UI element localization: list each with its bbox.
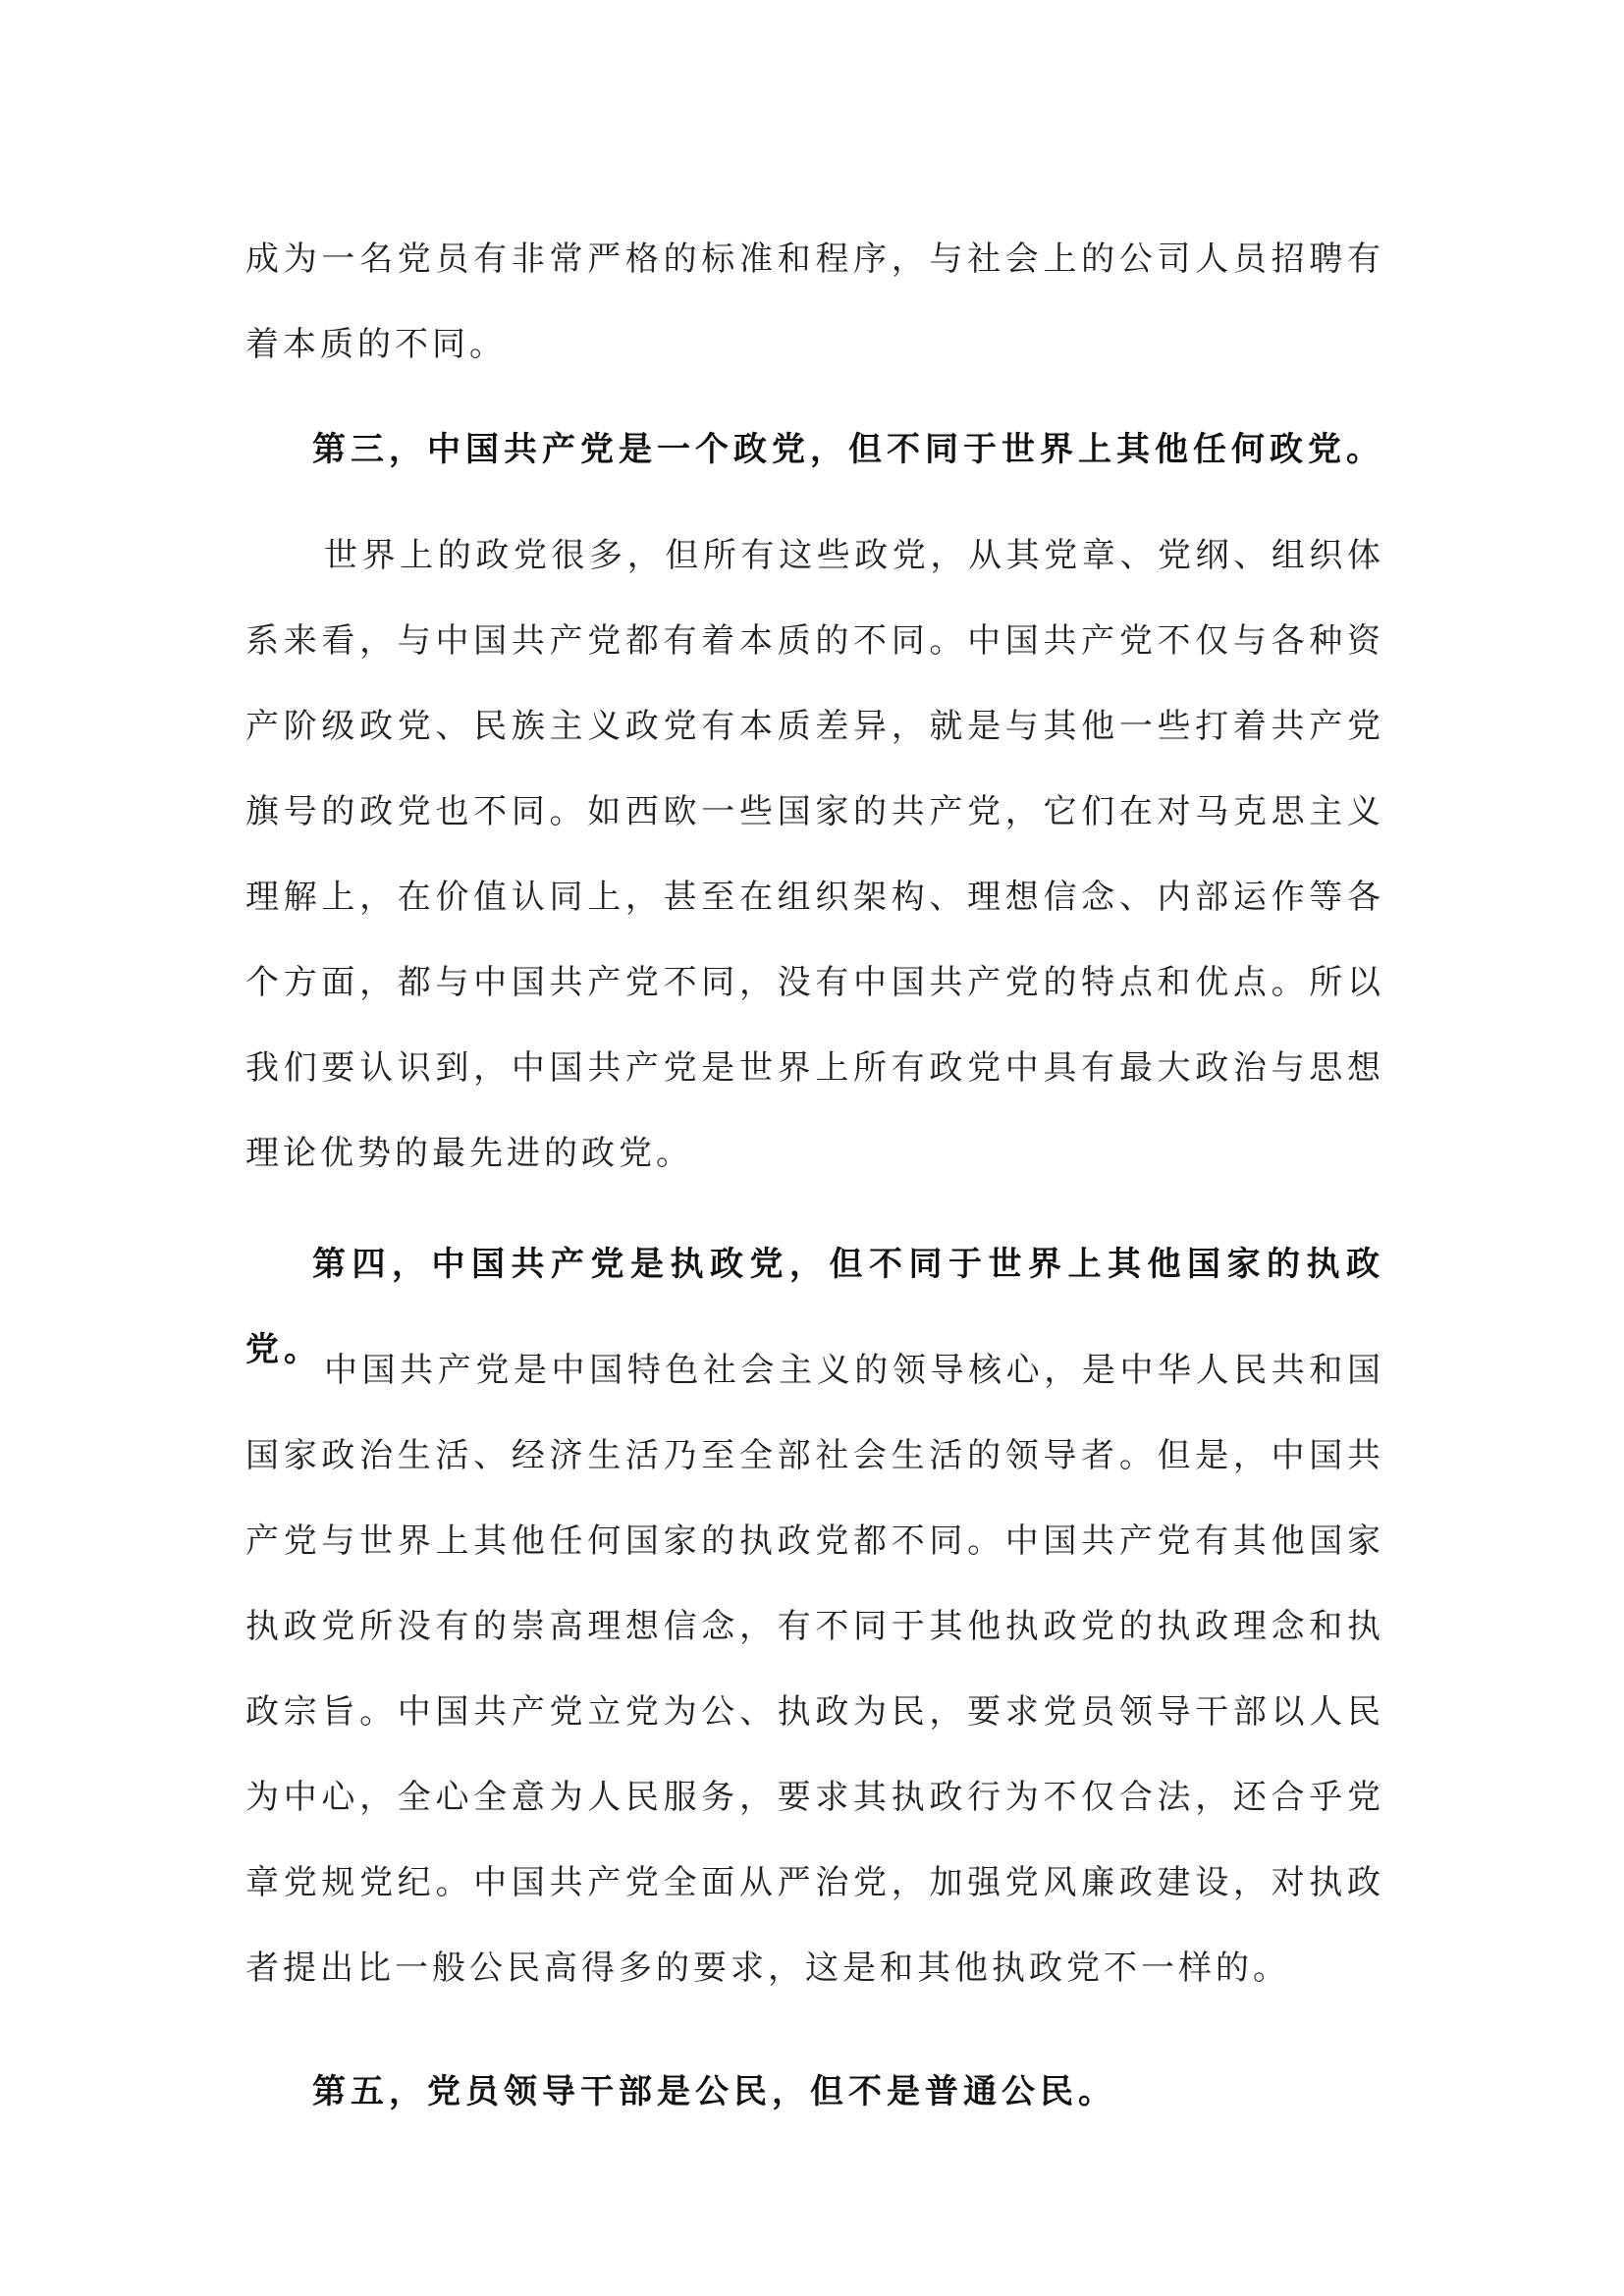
- section-paragraph-four: 中国共产党是中国特色社会主义的领导核心，是中华人民共和国国家政治生活、经济生活乃至全部社会生活的领导者。但是，中国共产党与世界上其他任何国家的执政党都不同。中国共产党有其他国家执政党所没有的崇高理想信念，有不同于其他执政党的执政理念和执政宗旨。中国共产党立党为公、执政为民，要求党员领导干部以人民为中心，全心全意为人民服务，要求其执政行为不仅合法，还合乎党章党规党纪。中国共产党全面从严治党，加强党风廉政建设，对执政者提出比一般公民高得多的要求，这是和其他执政党不一样的。: [245, 1351, 1384, 1988]
- section-heading-four: 第四，中国共产党是执政党，但不同于世界上其他国家的执政党。: [245, 1245, 1384, 1369]
- intro-paragraph: 成为一名党员有非常严格的标准和程序，与社会上的公司人员招聘有着本质的不同。: [245, 240, 1384, 364]
- section-paragraph-three: 世界上的政党很多，但所有这些政党，从其党章、党纲、组织体系来看，与中国共产党都有着本质的不同。中国共产党不仅与各种资产阶级政党、民族主义政党有本质差异，就是与其他一些打着共产党旗号的政党也不同。如西欧一些国家的共产党，它们在对马克思主义理解上，在价值认同上，甚至在组织架构、理想信念、内部运作等各个方面，都与中国共产党不同，没有中国共产党的特点和优点。所以我们要认识到，中国共产党是世界上所有政党中具有最大政治与思想理论优势的最先进的政党。: [245, 536, 1384, 1173]
- section-heading-five: 第五，党员领导干部是公民，但不是普通公民。: [312, 2072, 1116, 2111]
- section-heading-three: 第三，中国共产党是一个政党，但不同于世界上其他任何政党。: [312, 430, 1384, 469]
